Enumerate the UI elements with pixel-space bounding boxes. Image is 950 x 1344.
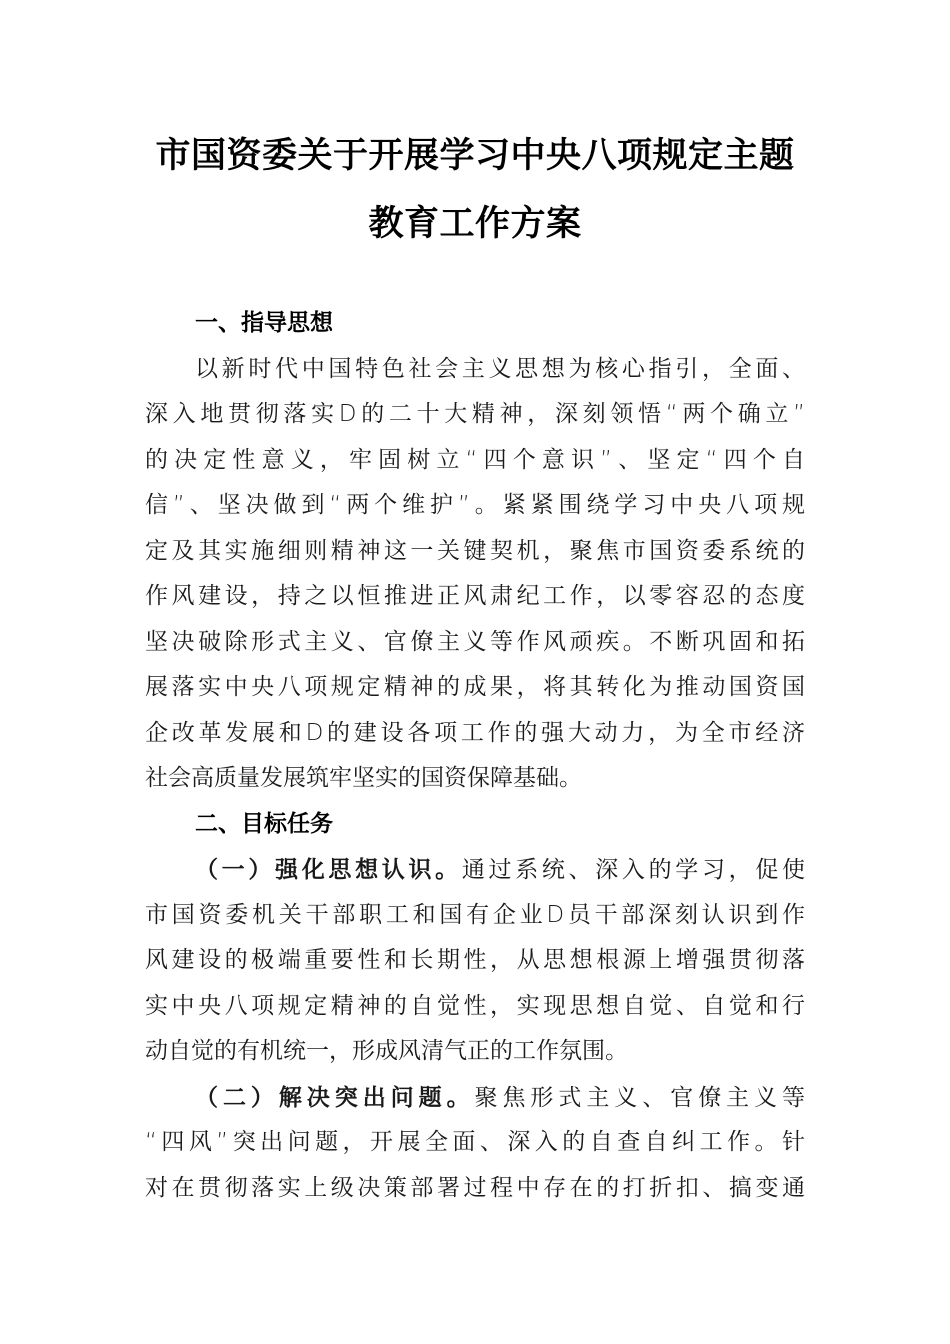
paragraph-line-text: 聚焦形式主义、官僚主义等 <box>474 1084 806 1111</box>
paragraph-line: 实中央八项规定精神的自觉性，实现思想自觉、自觉和行 <box>145 992 805 1019</box>
section-heading-guiding-ideology: 一、指导思想 <box>195 310 333 336</box>
paragraph-line: 深入地贯彻落实D的二十大精神，深刻领悟“两个确立” <box>145 401 805 427</box>
paragraph-line: 以新时代中国特色社会主义思想为核心指引，全面、 <box>195 355 805 382</box>
paragraph-line: 对在贯彻落实上级决策部署过程中存在的打折扣、搞变通 <box>145 1174 805 1201</box>
paragraph-line: 作风建设，持之以恒推进正风肃纪工作，以零容忍的态度 <box>145 583 805 609</box>
paragraph-line-text: 通过系统、深入的学习，促使 <box>461 857 806 883</box>
paragraph-line: 社会高质量发展筑牢坚实的国资保障基础。 <box>145 765 582 791</box>
paragraph-line <box>145 1075 805 1121</box>
paragraph-line: 定及其实施细则精神这一关键契机，聚焦市国资委系统的 <box>145 537 805 564</box>
paragraph-solve-problems <box>145 1075 805 1212</box>
section-heading-goals-tasks: 二、目标任务 <box>195 810 333 837</box>
paragraph-line <box>145 847 805 893</box>
paragraph-line: 展落实中央八项规定精神的成果，将其转化为推动国资国 <box>145 674 805 700</box>
paragraph-line: 动自觉的有机统一，形成风清气正的工作氛围。 <box>145 1038 628 1064</box>
paragraph-line: 的决定性意义，牢固树立“四个意识”、坚定“四个自 <box>145 446 805 473</box>
document-title-line-1: 市国资委关于开展学习中央八项规定主题 <box>155 135 795 176</box>
paragraph-line: 风建设的极端重要性和长期性，从思想根源上增强贯彻落 <box>145 947 805 973</box>
document-title-line-2: 教育工作方案 <box>368 203 582 244</box>
subsection-lead-2: （二）解决突出问题。 <box>195 1083 475 1111</box>
paragraph-line: 坚决破除形式主义、官僚主义等作风顽疾。不断巩固和拓 <box>145 628 805 655</box>
paragraph-strengthen-awareness <box>145 847 805 1075</box>
paragraph-guiding-ideology <box>145 347 805 802</box>
paragraph-line: 企改革发展和D的建设各项工作的强大动力，为全市经济 <box>145 719 805 746</box>
paragraph-line: “四风”突出问题，开展全面、深入的自查自纠工作。针 <box>145 1129 805 1155</box>
subsection-lead-1: （一）强化思想认识。 <box>195 856 462 883</box>
paragraph-line: 市国资委机关干部职工和国有企业D员干部深刻认识到作 <box>145 901 805 928</box>
paragraph-line: 信”、坚决做到“两个维护”。紧紧围绕学习中央八项规 <box>145 492 805 518</box>
document-body <box>145 301 805 1211</box>
